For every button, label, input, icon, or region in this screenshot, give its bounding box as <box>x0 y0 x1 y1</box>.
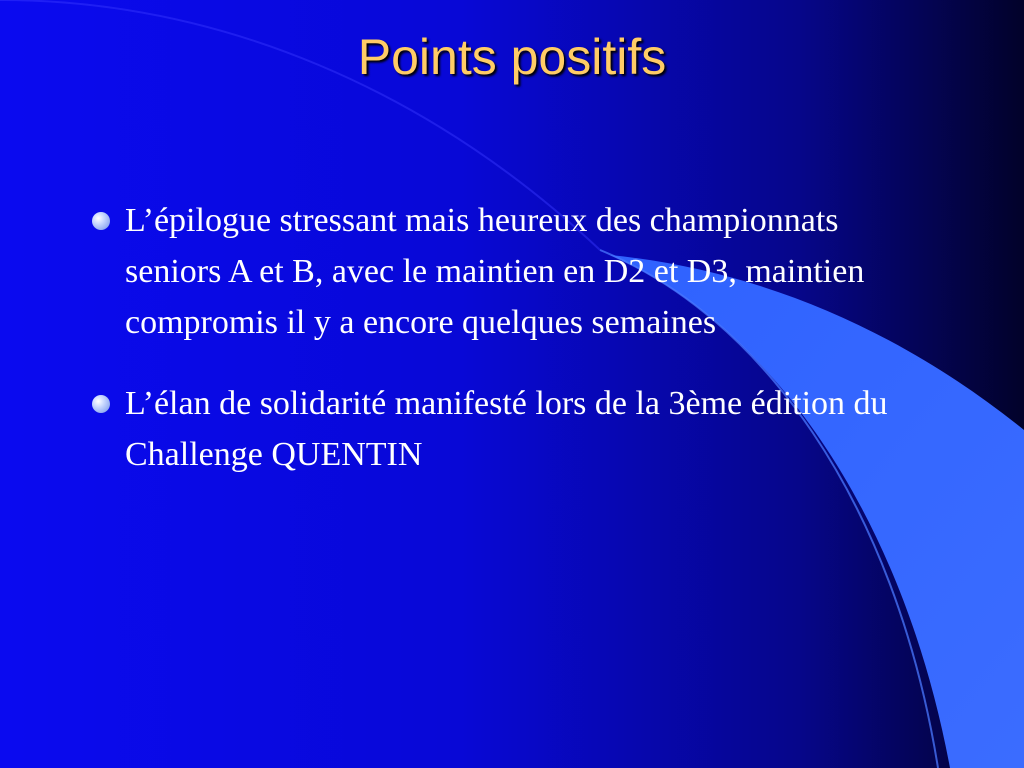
slide-title: Points positifs <box>357 29 667 85</box>
bullet-item <box>88 195 928 348</box>
bullet-dot-icon <box>92 395 110 413</box>
bullet-text: L’épilogue stressant mais heureux des championnats seniors A et B, avec le maintien en D2 et D3, maintien compromis il y a encore quelques semaines <box>125 202 865 341</box>
bullet-text: L’élan de solidarité manifesté lors de la 3ème édition du Challenge QUENTIN <box>125 385 888 473</box>
bullet-dot-icon <box>92 212 110 230</box>
bullet-item <box>88 378 928 480</box>
bullet-list <box>88 195 928 510</box>
